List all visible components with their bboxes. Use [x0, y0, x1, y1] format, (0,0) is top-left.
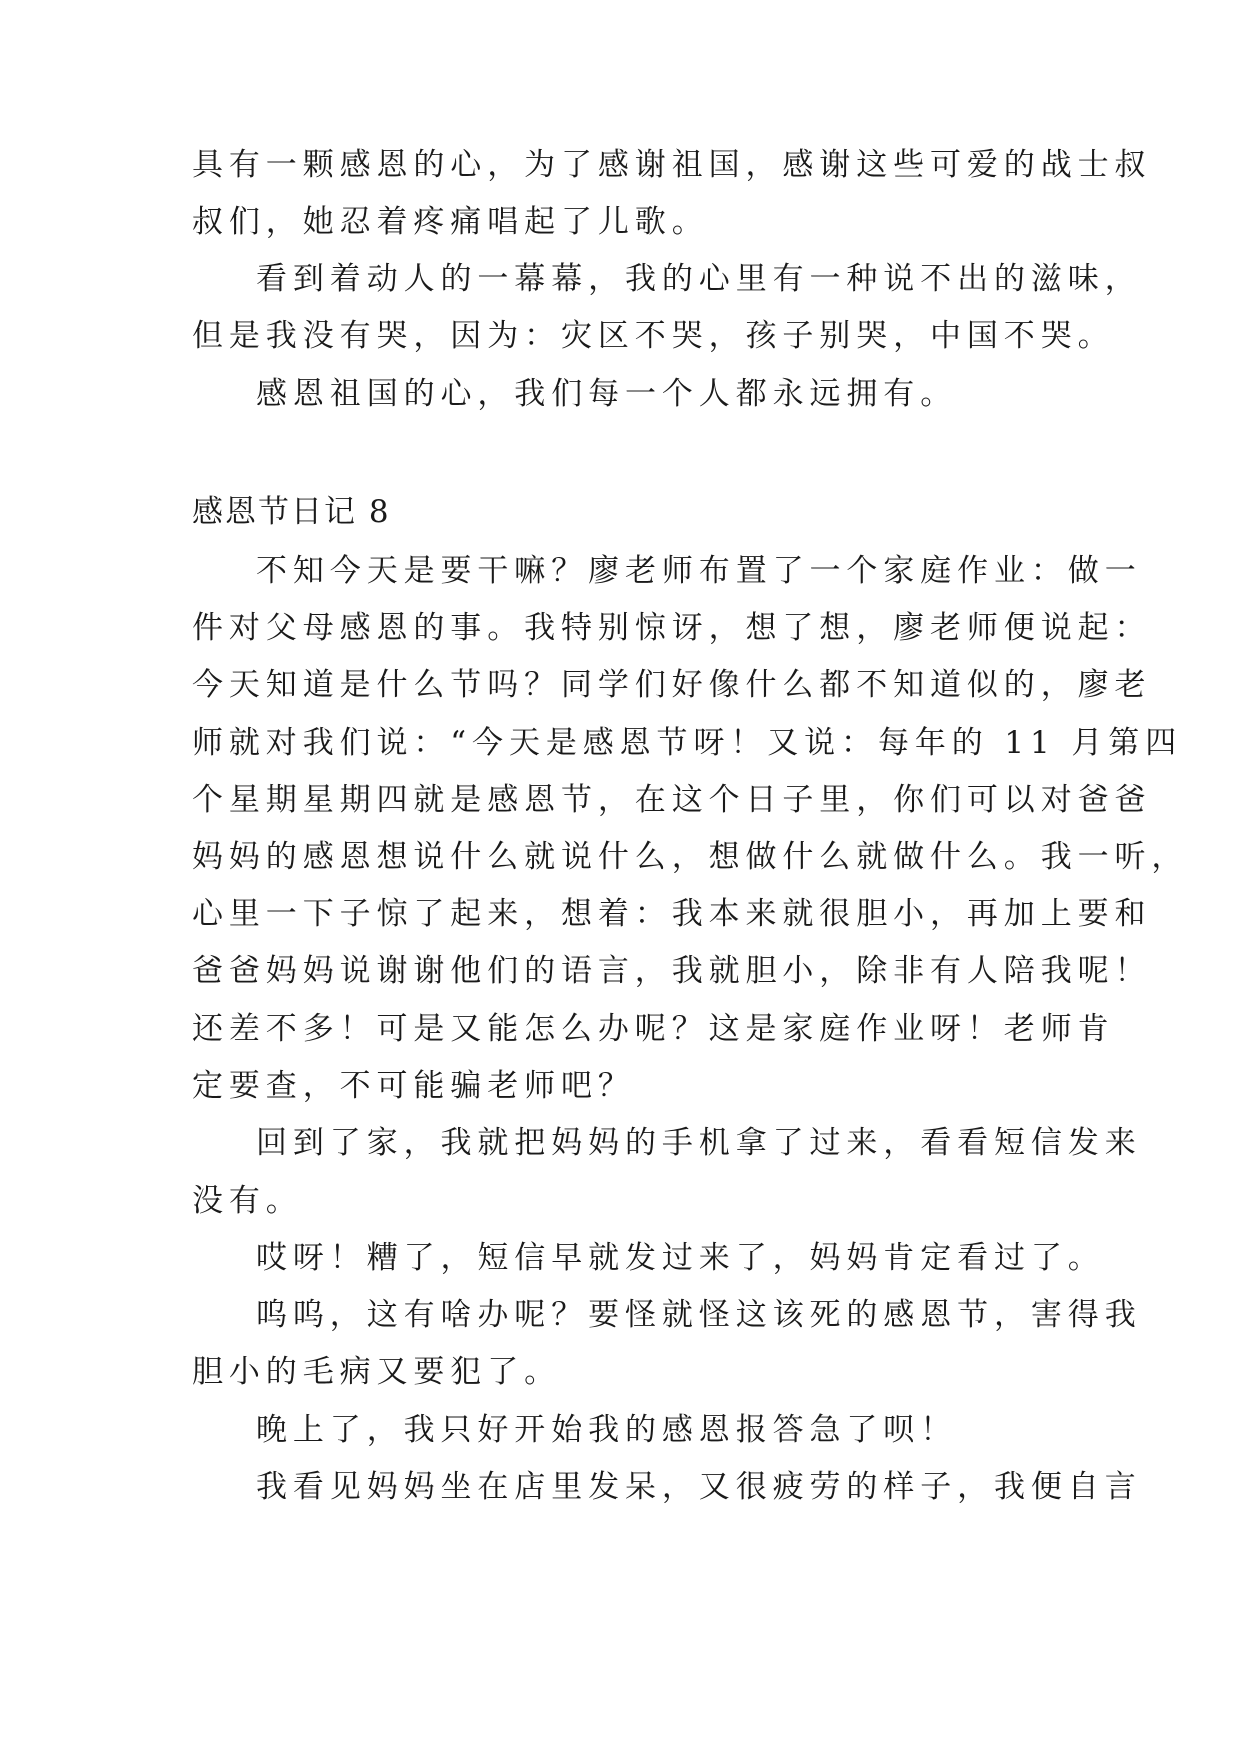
text-line: 件对父母感恩的事。我特别惊讶，想了想，廖老师便说起：	[192, 610, 1152, 646]
text-line: 不知今天是要干嘛？廖老师布置了一个家庭作业：做一	[256, 553, 1142, 589]
section-heading: 感恩节日记 8	[192, 494, 391, 530]
text-line: 定要查，不可能骗老师吧？	[192, 1068, 635, 1104]
text-line: 还差不多！可是又能怎么办呢？这是家庭作业呀！老师肯	[192, 1011, 1115, 1047]
text-line: 爸爸妈妈说谢谢他们的语言，我就胆小，除非有人陪我呢！	[192, 953, 1152, 989]
text-line: 没有。	[192, 1183, 303, 1219]
text-line: 看到着动人的一幕幕，我的心里有一种说不出的滋味，	[256, 261, 1142, 297]
text-line: 哎呀！糟了，短信早就发过来了，妈妈肯定看过了。	[256, 1240, 1105, 1276]
text-line: 个星期星期四就是感恩节，在这个日子里，你们可以对爸爸	[192, 782, 1152, 818]
text-line: 具有一颗感恩的心，为了感谢祖国，感谢这些可爱的战士叔	[192, 147, 1152, 183]
text-line: 心里一下子惊了起来，想着：我本来就很胆小，再加上要和	[192, 896, 1152, 932]
text-line: 今天知道是什么节吗？同学们好像什么都不知道似的，廖老	[192, 667, 1152, 703]
text-line: 妈妈的感恩想说什么就说什么，想做什么就做什么。我一听，	[192, 839, 1189, 875]
text-line: 叔们，她忍着疼痛唱起了儿歌。	[192, 204, 709, 240]
text-line: 回到了家，我就把妈妈的手机拿了过来，看看短信发来	[256, 1125, 1142, 1161]
text-line: 感恩祖国的心，我们每一个人都永远拥有。	[256, 376, 958, 412]
text-line: 晚上了，我只好开始我的感恩报答急了呗！	[256, 1412, 958, 1448]
text-line: 胆小的毛病又要犯了。	[192, 1354, 561, 1390]
text-line: 我看见妈妈坐在店里发呆，又很疲劳的样子，我便自言	[256, 1469, 1142, 1505]
text-line: 呜呜，这有啥办呢？要怪就怪这该死的感恩节，害得我	[256, 1297, 1142, 1333]
text-line: 师就对我们说：“今天是感恩节呀！又说：每年的 11 月第四	[192, 725, 1183, 761]
text-line: 但是我没有哭，因为：灾区不哭，孩子别哭，中国不哭。	[192, 318, 1115, 354]
